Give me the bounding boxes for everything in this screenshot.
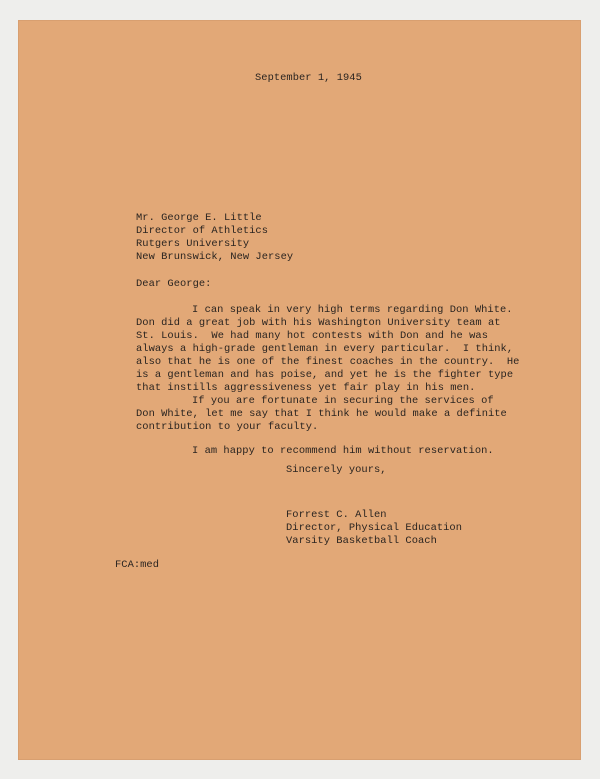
signature-line: Director, Physical Education [286, 522, 462, 534]
salutation: Dear George: [136, 278, 212, 290]
body-paragraph-1 [136, 304, 519, 395]
recipient-line: New Brunswick, New Jersey [136, 251, 294, 263]
recipient-line: Director of Athletics [136, 225, 268, 237]
body-line: Don White, let me say that I think he would make a definite [136, 408, 507, 420]
signature-block [286, 509, 462, 548]
body-paragraph-2 [136, 395, 507, 434]
body-line: I can speak in very high terms regarding Don White. [192, 304, 513, 316]
body-line: also that he is one of the finest coaches in the country. He [136, 356, 520, 368]
letter-date: September 1, 1945 [255, 72, 362, 84]
body-paragraph-3: I am happy to recommend him without reservation. [192, 445, 494, 457]
body-line: is a gentleman and has poise, and yet he is the fighter type [136, 369, 514, 381]
recipient-line: Mr. George E. Little [136, 212, 262, 224]
recipient-line: Rutgers University [136, 238, 250, 250]
body-line: St. Louis. We had many hot contests with Don and he was [136, 330, 488, 342]
letter-page [18, 20, 581, 760]
signature-line: Forrest C. Allen [286, 509, 387, 521]
body-line: Don did a great job with his Washington University team at [136, 317, 501, 329]
recipient-address [136, 212, 293, 264]
closing: Sincerely yours, [286, 464, 387, 476]
typist-initials: FCA:med [115, 559, 159, 571]
body-line: If you are fortunate in securing the services of [192, 395, 494, 407]
signature-line: Varsity Basketball Coach [286, 535, 437, 547]
body-line: contribution to your faculty. [136, 421, 319, 433]
body-line: always a high-grade gentleman in every particular. I think, [136, 343, 514, 355]
body-line: that instills aggressiveness yet fair play in his men. [136, 382, 476, 394]
